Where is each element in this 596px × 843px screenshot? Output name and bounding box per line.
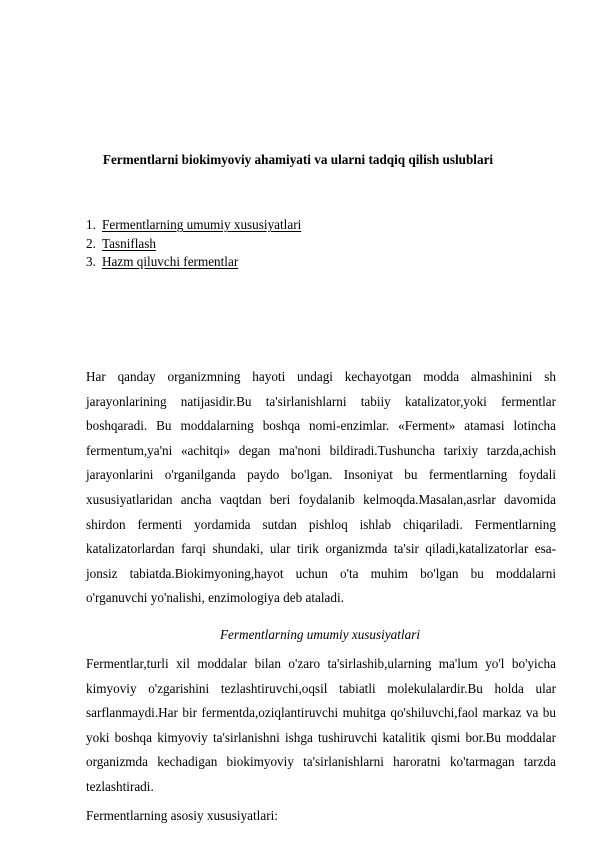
toc-item (86, 235, 301, 254)
toc-link-tasniflash[interactable]: Tasniflash (102, 235, 157, 251)
section-heading: Fermentlarning umumiy xususiyatlari (220, 627, 420, 642)
page-title: Fermentlarni biokimyoviy ahamiyati va ularni tadqiq qilish uslublari (102, 152, 494, 167)
toc-item-number: 1. (86, 217, 96, 232)
toc-link-umumiy-xususiyatlari[interactable]: Fermentlarning umumiy xususiyatlari (102, 217, 302, 232)
intro-paragraph: Har qanday organizmning hayoti undagi kechayotgan modda almashinini sh jarayonlarining natijasidir.Bu ta'sirlanishlarni tabiiy katalizator,yoki fermentlar boshqaradi. Bu moddalarning boshqa nomi-enzimlar. «Ferment» atamasi lotincha fermentum,ya'ni «achitqi» degan ma'noni bildiradi.Tushuncha tarixiy tarzda,achish jarayonlarini o'rganilganda paydo bo'lgan. Insoniyat bu fermentlarning foydali xususiyatlaridan ancha vaqtdan beri foydalanib kelmoqda.Masalan,asrlar davomida shirdon fermenti yordamida sutdan pishloq ishlab chiqariladi. Fermentlarning katalizatorlardan farqi shundaki, ular tirik organizmda ta'sir qiladi,katalizatorlar esa-jonsiz tabiatda.Biokimyoning,hayot uchun o'ta muhim bo'lgan bu moddalarni o'rganuvchi yo'nalishi, enzimologiya deb ataladi. (86, 369, 556, 606)
toc-item-number: 2. (86, 235, 96, 251)
trailing-line: Fermentlarning asosiy xususiyatlari: (86, 808, 278, 823)
toc-link-hazm-qiluvchi[interactable]: Hazm qiluvchi fermentlar (102, 254, 239, 269)
toc-item-number: 3. (86, 254, 96, 269)
table-of-contents (86, 216, 301, 272)
toc-item (86, 216, 301, 235)
toc-item (86, 253, 301, 272)
section-paragraph: Fermentlar,turli xil moddalar bilan o'zaro ta'sirlashib,ularning ma'lum yo'l bo'yicha kimyoviy o'zgarishini tezlashtiruvchi,oqsil tabiatli molekulalardir.Bu holda ular sarflanmaydi.Har bir fermentda,oziqlantiruvchi muhitga qo'shiluvchi,faol markaz va bu yoki boshqa kimyoviy ta'sirlanishni ishga tushiruvchi katalitik qismi bor.Bu moddalar organizmda kechadigan biokimyoviy ta'sirlanishlarni haroratni ko'tarmagan tarzda tezlashtiradi. (86, 656, 556, 794)
